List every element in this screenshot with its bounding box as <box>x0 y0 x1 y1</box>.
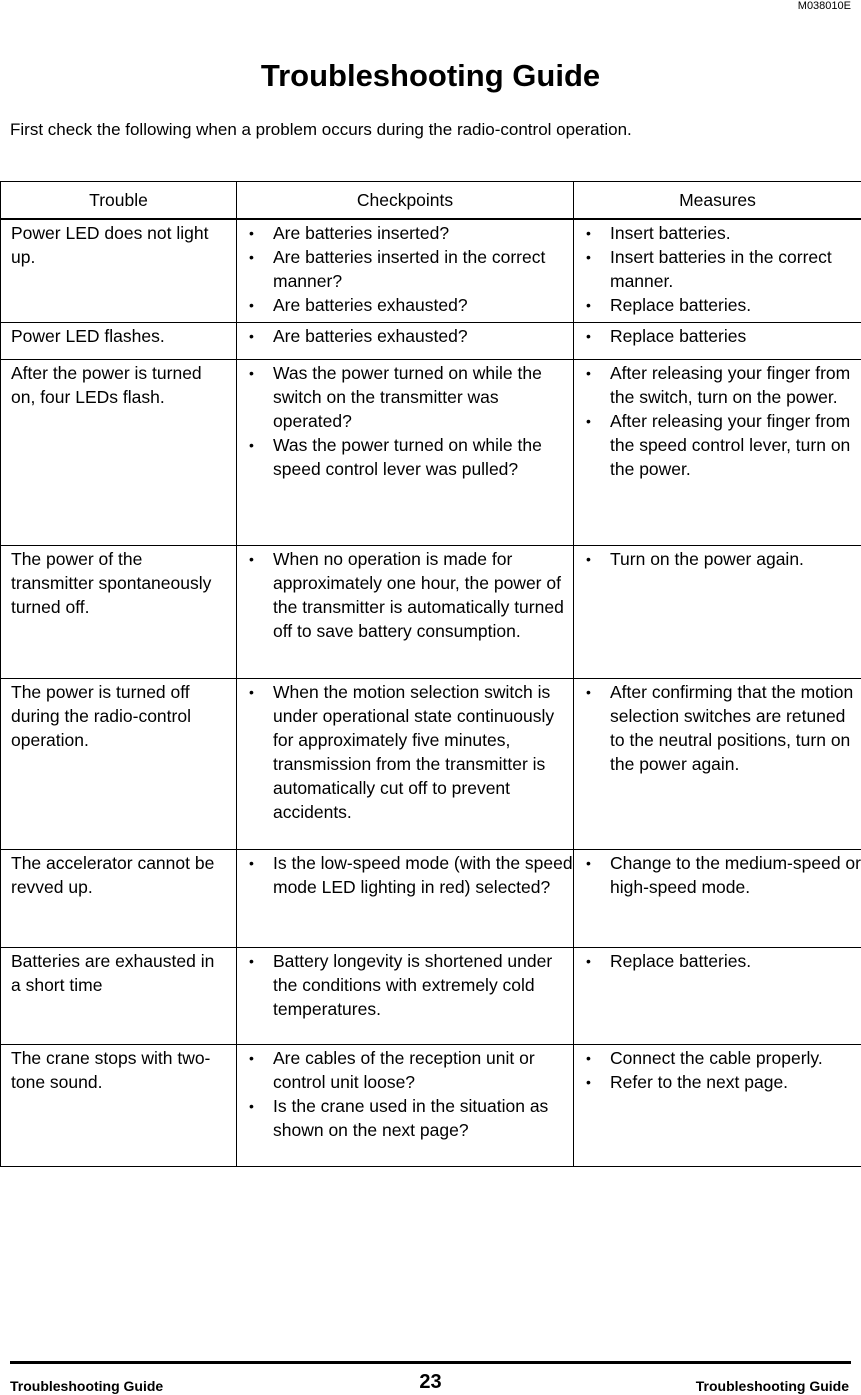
checkpoint-item <box>249 547 573 643</box>
bullet-icon: • <box>249 297 254 313</box>
trouble-cell: After the power is turned on, four LEDs flash. <box>1 359 237 545</box>
page-title: Troubleshooting Guide <box>260 58 601 93</box>
checkpoints-cell <box>237 545 574 678</box>
document-code: M038010E <box>797 0 851 12</box>
checkpoint-item <box>249 361 573 433</box>
item-text: Connect the cable properly. <box>610 1047 823 1068</box>
bullet-icon: • <box>586 364 591 381</box>
bullet-icon: • <box>586 1049 591 1066</box>
item-text: Are batteries inserted? <box>273 223 450 243</box>
item-text: Replace batteries. <box>610 950 752 971</box>
page-number: 23 <box>419 1371 442 1393</box>
measures-cell <box>574 947 861 1044</box>
item-text: Is the crane used in the situation as shown on the next page? <box>273 1095 549 1140</box>
measures-cell <box>574 359 861 545</box>
bullet-icon: • <box>249 225 254 241</box>
measures-cell <box>574 322 861 359</box>
checkpoints-cell <box>237 947 574 1044</box>
item-text: Refer to the next page. <box>610 1071 789 1092</box>
measures-cell <box>574 219 861 322</box>
table-row <box>1 545 861 678</box>
measure-item <box>586 851 861 899</box>
checkpoints-cell <box>237 849 574 947</box>
bullet-icon: • <box>586 683 591 700</box>
measures-cell <box>574 545 861 678</box>
item-text: Insert batteries. <box>610 223 731 243</box>
header-checkpoints: Checkpoints <box>237 182 574 220</box>
bullet-icon: • <box>586 297 591 313</box>
measure-item <box>586 547 861 571</box>
item-text: Insert batteries in the correct manner. <box>610 247 832 291</box>
checkpoint-item <box>249 949 573 1021</box>
bullet-icon: • <box>586 550 591 567</box>
checkpoint-item <box>249 1046 573 1094</box>
item-text: After confirming that the motion selection switches are retuned to the neutral positions, turn on the power again. <box>610 681 854 774</box>
table-body <box>1 219 861 1166</box>
measure-item <box>586 409 861 481</box>
bullet-icon: • <box>586 1073 591 1090</box>
item-text: Are batteries inserted in the correct manner? <box>273 247 546 291</box>
item-text: Was the power turned on while the speed control lever was pulled? <box>273 434 542 479</box>
measures-cell <box>574 1044 861 1166</box>
footer-left-label: Troubleshooting Guide <box>10 1378 164 1394</box>
trouble-cell: Power LED flashes. <box>1 322 237 359</box>
checkpoints-cell <box>237 1044 574 1166</box>
bullet-icon: • <box>249 249 254 265</box>
bullet-icon: • <box>249 364 254 381</box>
item-text: After releasing your finger from the switch, turn on the power. <box>610 362 851 407</box>
item-text: Battery longevity is shortened under the conditions with extremely cold temperatures. <box>273 950 553 1019</box>
table-row <box>1 1044 861 1166</box>
measure-item <box>586 680 861 776</box>
bullet-icon: • <box>249 1049 254 1066</box>
bullet-icon: • <box>586 952 591 969</box>
measure-item <box>586 324 861 348</box>
checkpoint-item <box>249 293 573 317</box>
measure-item <box>586 245 861 293</box>
trouble-cell: Power LED does not light up. <box>1 219 237 322</box>
measure-item <box>586 1070 861 1094</box>
item-text: Are cables of the reception unit or control unit loose? <box>273 1047 535 1092</box>
item-text: Are batteries exhausted? <box>273 295 468 315</box>
checkpoint-item <box>249 245 573 293</box>
table-header-row <box>1 182 861 220</box>
measure-item <box>586 949 861 973</box>
item-text: After releasing your finger from the speed control lever, turn on the power. <box>610 410 851 479</box>
intro-text: First check the following when a problem occurs during the radio-control operation. <box>10 120 632 139</box>
checkpoints-cell <box>237 219 574 322</box>
bullet-icon: • <box>586 412 591 429</box>
checkpoints-cell <box>237 359 574 545</box>
checkpoint-item <box>249 680 573 824</box>
trouble-cell: The power of the transmitter spontaneously turned off. <box>1 545 237 678</box>
header-measures: Measures <box>574 182 861 220</box>
trouble-cell: The accelerator cannot be revved up. <box>1 849 237 947</box>
bullet-icon: • <box>586 854 591 871</box>
checkpoints-cell <box>237 678 574 849</box>
table-row <box>1 219 861 322</box>
checkpoint-item <box>249 851 573 899</box>
measure-item <box>586 293 861 317</box>
trouble-cell: The crane stops with two-tone sound. <box>1 1044 237 1166</box>
measure-item <box>586 1046 861 1070</box>
item-text: Turn on the power again. <box>610 548 804 569</box>
item-text: Are batteries exhausted? <box>273 325 468 346</box>
table-row <box>1 322 861 359</box>
table-row <box>1 947 861 1044</box>
item-text: Is the low-speed mode (with the speed mode LED lighting in red) selected? <box>273 852 573 897</box>
table-row <box>1 678 861 849</box>
bullet-icon: • <box>249 550 254 567</box>
header-trouble: Trouble <box>1 182 237 220</box>
footer-right-label: Troubleshooting Guide <box>695 1378 849 1394</box>
checkpoints-cell <box>237 322 574 359</box>
bullet-icon: • <box>249 327 254 344</box>
checkpoint-item <box>249 221 573 245</box>
checkpoint-item <box>249 324 573 348</box>
item-text: When the motion selection switch is under operational state continuously for approximately five minutes, transmission from the transmitter is automatically cut off to prevent accidents. <box>273 681 555 822</box>
bullet-icon: • <box>249 683 254 700</box>
measures-cell <box>574 678 861 849</box>
table-row <box>1 359 861 545</box>
bullet-icon: • <box>249 952 254 969</box>
item-text: Replace batteries. <box>610 295 752 315</box>
bullet-icon: • <box>249 436 254 453</box>
table-row <box>1 849 861 947</box>
checkpoint-item <box>249 433 573 481</box>
item-text: Change to the medium-speed or high-speed mode. <box>610 852 861 897</box>
item-text: Was the power turned on while the switch on the transmitter was operated? <box>273 362 542 431</box>
measure-item <box>586 221 861 245</box>
trouble-cell: The power is turned off during the radio-control operation. <box>1 678 237 849</box>
bullet-icon: • <box>586 225 591 241</box>
measure-item <box>586 361 861 409</box>
troubleshooting-table <box>0 181 861 1167</box>
item-text: Replace batteries <box>610 325 747 346</box>
measures-cell <box>574 849 861 947</box>
bullet-icon: • <box>249 854 254 871</box>
item-text: When no operation is made for approximately one hour, the power of the transmitter is automatically turned off to save battery consumption. <box>273 548 564 641</box>
bullet-icon: • <box>586 249 591 265</box>
footer-divider <box>10 1361 851 1364</box>
checkpoint-item <box>249 1094 573 1142</box>
bullet-icon: • <box>249 1097 254 1114</box>
bullet-icon: • <box>586 327 591 344</box>
trouble-cell: Batteries are exhausted in a short time <box>1 947 237 1044</box>
